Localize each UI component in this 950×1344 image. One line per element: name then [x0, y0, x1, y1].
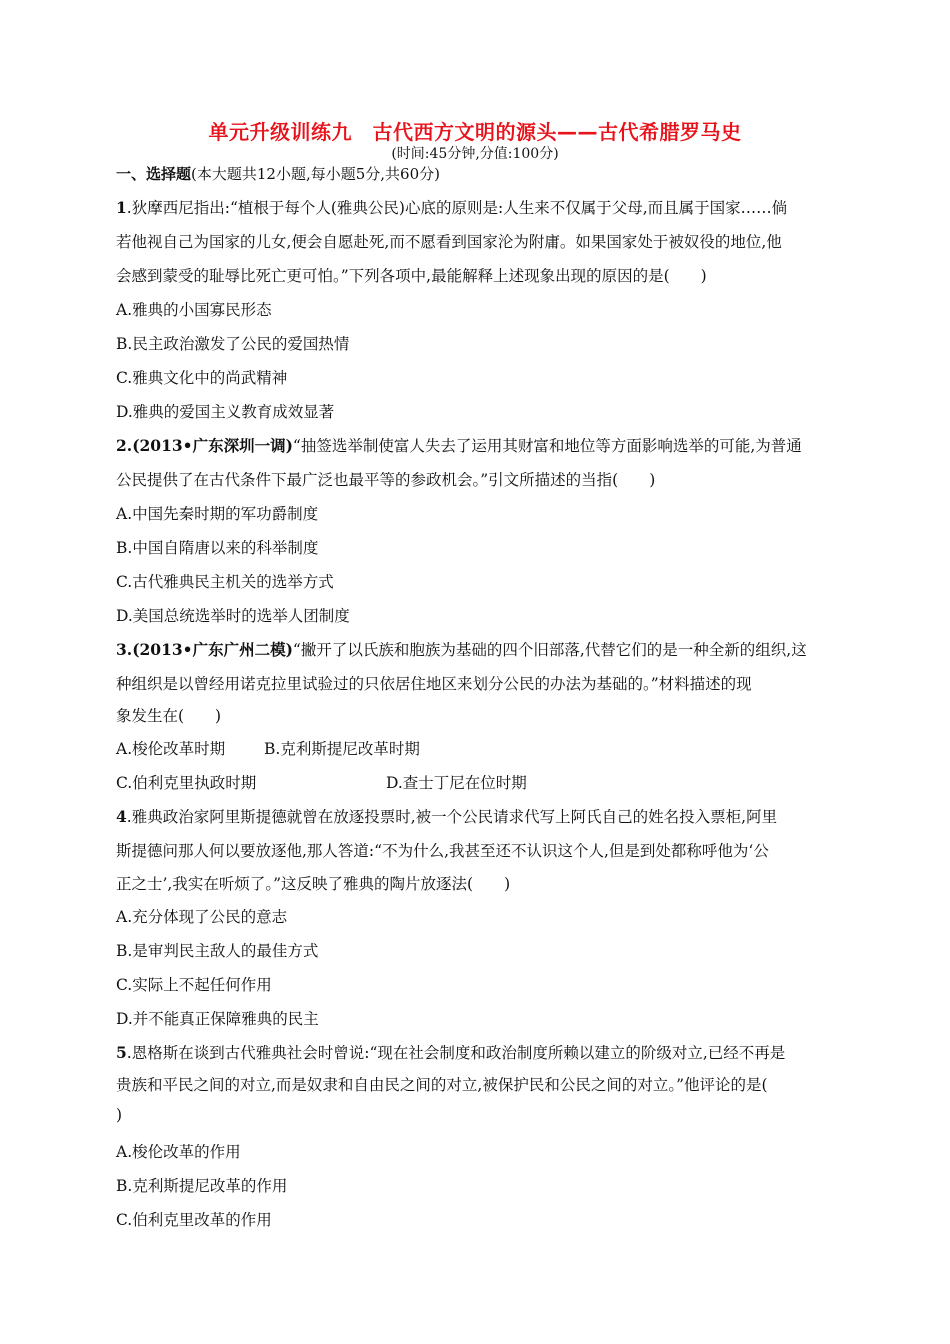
question-text: “抽签选举制使富人失去了运用其财富和地位等方面影响选举的可能,为普通: [292, 437, 802, 455]
option-2b: B.中国自隋唐以来的科举制度: [116, 539, 319, 557]
option-2d: D.美国总统选举时的选举人团制度: [116, 607, 350, 625]
option-1b: B.民主政治激发了公民的爱国热情: [116, 335, 350, 353]
question-number: 3: [116, 640, 127, 659]
page-subtitle: (时间:45分钟,分值:100分): [391, 146, 559, 162]
question-5-line-2: 贵族和平民之间的对立,而是奴隶和自由民之间的对立,被保护民和公民之间的对立。”他评论的是(: [116, 1076, 768, 1094]
section-heading: [116, 163, 440, 184]
question-3-line-3: 象发生在( ): [116, 707, 222, 725]
question-4-line-3: 正之士’,我实在听烦了。”这反映了雅典的陶片放逐法( ): [116, 875, 511, 893]
question-number: 1: [116, 198, 127, 217]
question-4-line-1: [116, 805, 777, 827]
question-1-line-2: 若他视自己为国家的儿女,便会自愿赴死,而不愿看到国家沦为附庸。如果国家处于被奴役的地位,他: [116, 233, 782, 251]
option-1a: A.雅典的小国寡民形态: [116, 301, 272, 319]
question-number: 5: [116, 1043, 127, 1062]
option-3c: C.伯利克里执政时期: [116, 774, 257, 792]
option-4b: B.是审判民主敌人的最佳方式: [116, 942, 319, 960]
section-title: 一、选择题: [116, 165, 192, 183]
option-3d: D.查士丁尼在位时期: [386, 774, 527, 792]
question-1-line-1: [116, 196, 787, 218]
option-5c: C.伯利克里改革的作用: [116, 1211, 272, 1229]
question-source: .(2013•广东深圳一调): [126, 436, 293, 455]
question-3-line-2: 种组织是以曾经用诺克拉里试验过的只依居住地区来划分公民的办法为基础的。”材料描述的现: [116, 675, 752, 693]
question-4-line-2: 斯提德问那人何以要放逐他,那人答道:“不为什么,我甚至还不认识这个人,但是到处都称呼他为‘公: [116, 842, 769, 860]
page-title: 单元升级训练九 古代西方文明的源头——古代希腊罗马史: [208, 120, 742, 144]
question-3-line-1: [116, 638, 807, 660]
option-4d: D.并不能真正保障雅典的民主: [116, 1010, 319, 1028]
option-1c: C.雅典文化中的尚武精神: [116, 369, 288, 387]
question-1-line-3: 会感到蒙受的耻辱比死亡更可怕。”下列各项中,最能解释上述现象出现的原因的是( ): [116, 267, 707, 285]
option-4c: C.实际上不起任何作用: [116, 976, 272, 994]
option-3b: B.克利斯提尼改革时期: [264, 740, 420, 758]
question-number: 2: [116, 436, 127, 455]
option-1d: D.雅典的爱国主义教育成效显著: [116, 403, 335, 421]
question-2-line-1: [116, 434, 802, 456]
option-5a: A.梭伦改革的作用: [116, 1143, 241, 1161]
question-source: .(2013•广东广州二模): [126, 640, 293, 659]
option-4a: A.充分体现了公民的意志: [116, 908, 288, 926]
option-3a: A.梭伦改革时期: [116, 740, 226, 758]
question-text: .狄摩西尼指出:“植根于每个人(雅典公民)心底的原则是:人生来不仅属于父母,而且属于国家……倘: [126, 199, 788, 217]
question-2-line-2: 公民提供了在古代条件下最广泛也最平等的参政机会。”引文所描述的当指( ): [116, 471, 656, 489]
question-text: .恩格斯在谈到古代雅典社会时曾说:“现在社会制度和政治制度所赖以建立的阶级对立,已经不再是: [126, 1044, 786, 1062]
question-5-line-3: ): [116, 1106, 123, 1124]
question-text: .雅典政治家阿里斯提德就曾在放逐投票时,被一个公民请求代写上阿氏自己的姓名投入票柜,阿里: [126, 808, 778, 826]
question-number: 4: [116, 807, 127, 826]
question-text: “撇开了以氏族和胞族为基础的四个旧部落,代替它们的是一种全新的组织,这: [292, 641, 807, 659]
option-5b: B.克利斯提尼改革的作用: [116, 1177, 288, 1195]
option-2c: C.古代雅典民主机关的选举方式: [116, 573, 334, 591]
question-5-line-1: [116, 1041, 785, 1063]
option-2a: A.中国先秦时期的军功爵制度: [116, 505, 319, 523]
section-note: (本大题共12小题,每小题5分,共60分): [191, 165, 440, 183]
